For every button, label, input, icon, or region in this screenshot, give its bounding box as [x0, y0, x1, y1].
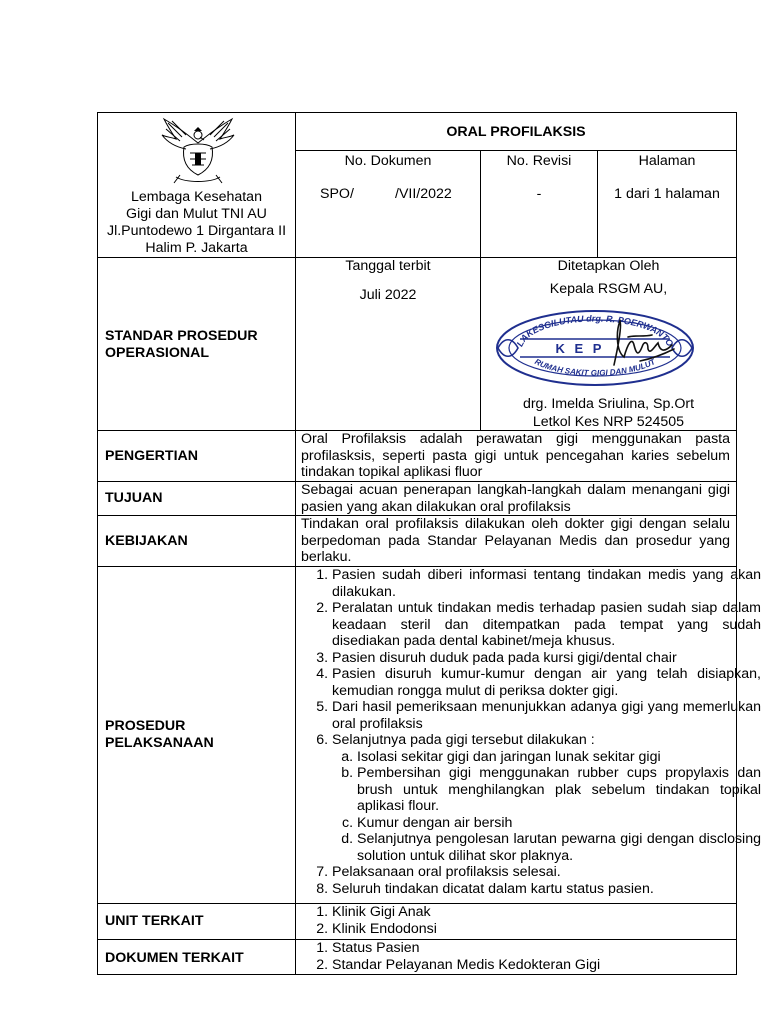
unit-terkait-label: UNIT TERKAIT	[105, 913, 204, 929]
prosedur-substep: d. Selanjutnya pengolesan larutan pewarna gigi dengan disclosing solution untuk dilihat skor plaknya.	[357, 831, 761, 864]
prosedur-substep: a. Isolasi sekitar gigi dan jaringan lunak sekitar gigi	[357, 749, 761, 766]
spo-label	[105, 328, 258, 361]
signer-rank: Letkol Kes NRP 524505	[532, 414, 685, 430]
institution-line: Lembaga Kesehatan	[131, 189, 262, 205]
prosedur-steps	[301, 567, 761, 897]
dokumen-number-suffix: /VII/2022	[395, 186, 452, 202]
prosedur-step: 5. Dari hasil pemeriksaan menunjukkan adanya gigi yang memerlukan oral profilaksis	[332, 699, 761, 732]
signer-name: drg. Imelda Sriulina, Sp.Ort	[522, 396, 695, 412]
prosedur-step-text: Selanjutnya pada gigi tersebut dilakukan :	[332, 732, 595, 748]
dokumen-terkait-item: 2. Standar Pelayanan Medis Kedokteran Gigi	[332, 957, 761, 974]
prosedur-step: 2. Peralatan untuk tindakan medis terhadap pasien sudah siap dalam keadaan steril dan ditempatkan pada tempat yang sudah disediakan pada dental kabinet/meja khusus.	[332, 600, 761, 650]
spo-label-line: OPERASIONAL	[105, 344, 210, 361]
document-title: ORAL PROFILAKSIS	[446, 124, 586, 140]
unit-terkait-item: 1. Klinik Gigi Anak	[332, 904, 761, 921]
svg-text:RUMAH SAKIT GIGI DAN MULUT	[533, 357, 658, 378]
tanggal-terbit-value: Juli 2022	[359, 287, 417, 303]
institution-line: Gigi dan Mulut TNI AU	[126, 206, 267, 222]
dokumen-number-prefix: SPO/	[320, 186, 354, 202]
dokumen-terkait-item: 1. Status Pasien	[332, 940, 761, 957]
institution-line: Jl.Puntodewo 1 Dirgantara II	[106, 223, 287, 239]
col-header-revisi: No. Revisi	[506, 153, 572, 169]
ditetapkan-by: Kepala RSGM AU,	[549, 281, 668, 297]
tanggal-terbit-label: Tanggal terbit	[345, 258, 431, 274]
prosedur-label	[105, 718, 214, 751]
spo-label-line: STANDAR PROSEDUR	[105, 328, 258, 344]
prosedur-substep: c. Kumur dengan air bersih	[357, 815, 761, 832]
stamp-top-text: LAKESGILUTAU drg. R. POERWANTO	[514, 313, 676, 349]
institution-line: Halim P. Jakarta	[145, 240, 248, 256]
stamp-bottom-text: RUMAH SAKIT GIGI DAN MULUT	[533, 357, 657, 378]
tujuan-label: TUJUAN	[105, 490, 163, 506]
dokumen-terkait-label: DOKUMEN TERKAIT	[105, 950, 244, 966]
dokumen-terkait-list	[301, 940, 761, 973]
official-stamp	[494, 307, 696, 387]
unit-terkait-item: 2. Klinik Endodonsi	[332, 921, 761, 938]
kebijakan-label: KEBIJAKAN	[105, 533, 188, 549]
ditetapkan-label: Ditetapkan Oleh	[557, 258, 660, 274]
prosedur-step: 1. Pasien sudah diberi informasi tentang tindakan medis yang akan dilakukan.	[332, 567, 761, 600]
col-header-halaman: Halaman	[638, 153, 696, 169]
halaman-value: 1 dari 1 halaman	[614, 186, 720, 202]
stamp-center-text: K E P	[555, 341, 605, 356]
prosedur-step: 3. Pasien disuruh duduk pada pada kursi gigi/dental chair	[332, 650, 761, 667]
prosedur-substep: b. Pembersihan gigi menggunakan rubber cups propylaxis dan brush untuk menghilangkan plak sebelum tindakan topikal aplikasi flour.	[357, 765, 761, 815]
tujuan-text: Sebagai acuan penerapan langkah-langkah dalam menangani gigi pasien yang akan dilakukan oral profilaksis	[301, 482, 730, 515]
prosedur-label-line: PROSEDUR	[105, 718, 186, 734]
kebijakan-text: Tindakan oral profilaksis dilakukan oleh dokter gigi dengan selalu berpedoman pada Standar Pelayanan Medis dan prosedur yang berlaku.	[301, 516, 730, 565]
col-header-dokumen: No. Dokumen	[344, 153, 432, 169]
prosedur-substeps	[332, 749, 761, 865]
pengertian-text: Oral Profilaksis adalah perawatan gigi menggunakan pasta profilasksis, seperti pasta gigi untuk pencegahan karies sebelum tindakan topikal aplikasi fluor	[301, 431, 730, 480]
pengertian-label: PENGERTIAN	[105, 448, 199, 464]
prosedur-step: 8. Seluruh tindakan dicatat dalam kartu status pasien.	[332, 881, 761, 898]
eagle-emblem-icon	[160, 113, 236, 185]
prosedur-step: 4. Pasien disuruh kumur-kumur dengan air yang telah disiapkan, kemudian rongga mulut di periksa dokter gigi.	[332, 666, 761, 699]
revisi-value: -	[536, 186, 542, 202]
prosedur-step: 7. Pelaksanaan oral profilaksis selesai.	[332, 864, 761, 881]
prosedur-label-line: PELAKSANAAN	[105, 734, 214, 751]
unit-terkait-list	[301, 904, 761, 937]
prosedur-step	[332, 732, 761, 864]
